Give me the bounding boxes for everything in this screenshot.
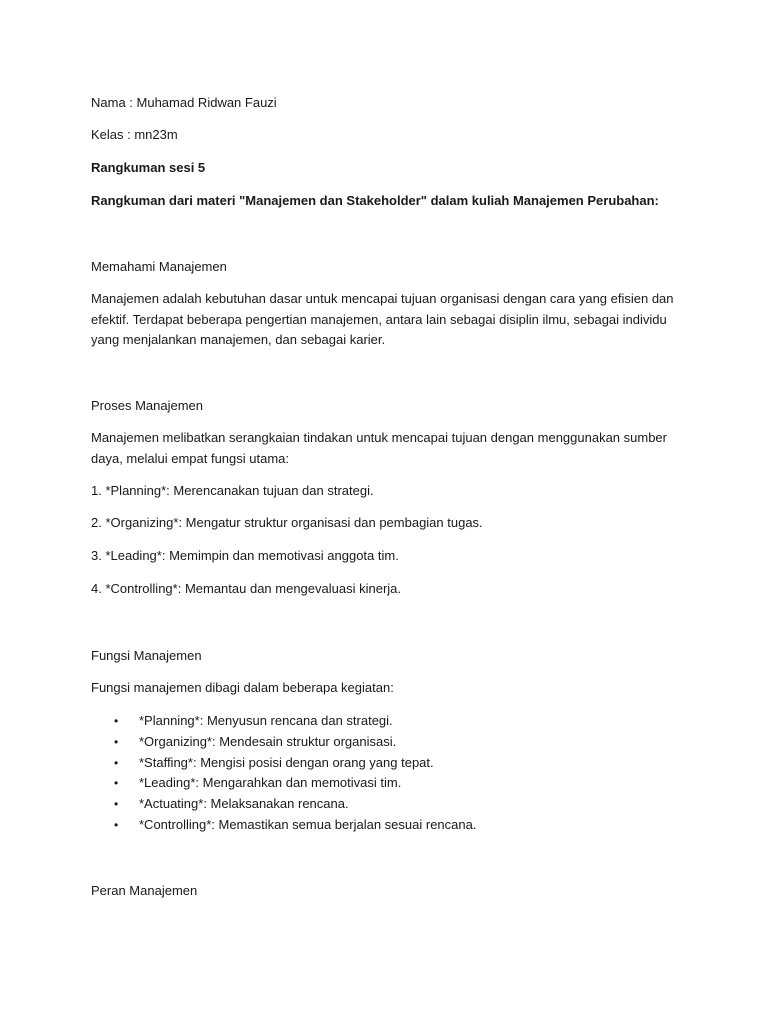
bullet-icon: • <box>114 734 119 749</box>
list-item-text: *Actuating*: Melaksanakan rencana. <box>139 796 349 812</box>
bullet-icon: • <box>114 797 119 812</box>
numbered-item: 3. *Leading*: Memimpin dan memotivasi anggota tim. <box>91 548 399 563</box>
section-heading-peran: Peran Manajemen <box>91 883 198 898</box>
summary-intro: Rangkuman dari materi "Manajemen dan Stakeholder" dalam kuliah Manajemen Perubahan: <box>91 193 659 208</box>
section-heading-memahami: Memahami Manajemen <box>91 259 227 274</box>
bullet-icon: • <box>114 776 119 791</box>
session-title: Rangkuman sesi 5 <box>91 160 206 175</box>
list-item <box>91 773 476 794</box>
bullet-list <box>91 711 476 836</box>
bullet-icon: • <box>114 755 119 770</box>
list-item <box>91 815 476 836</box>
list-item-text: *Planning*: Menyusun rencana dan strategi. <box>139 713 393 728</box>
section-heading-fungsi: Fungsi Manajemen <box>91 648 202 663</box>
list-item-text: *Controlling*: Memastikan semua berjalan sesuai rencana. <box>139 816 477 832</box>
list-item-text: *Organizing*: Mendesain struktur organisasi. <box>139 733 397 749</box>
bullet-icon: • <box>114 817 119 832</box>
list-item <box>91 753 476 774</box>
bullet-icon: • <box>114 714 119 728</box>
numbered-item: 2. *Organizing*: Mengatur struktur organisasi dan pembagian tugas. <box>91 515 483 530</box>
list-item <box>91 711 476 732</box>
paragraph-line: Manajemen adalah kebutuhan dasar untuk mencapai tujuan organisasi dengan cara yang efisien dan <box>91 291 674 306</box>
numbered-item: 1. *Planning*: Merencanakan tujuan dan strategi. <box>91 483 374 498</box>
list-item-text: *Staffing*: Mengisi posisi dengan orang yang tepat. <box>139 754 434 770</box>
list-item-text: *Leading*: Mengarahkan dan memotivasi tim. <box>139 775 402 791</box>
paragraph-line: yang menjalankan manajemen, dan sebagai karier. <box>91 332 386 347</box>
paragraph-memahami <box>91 289 674 351</box>
student-class: Kelas : mn23m <box>91 127 178 142</box>
fungsi-intro: Fungsi manajemen dibagi dalam beberapa kegiatan: <box>91 680 394 695</box>
paragraph-line: efektif. Terdapat beberapa pengertian manajemen, antara lain sebagai disiplin ilmu, sebagai individu <box>91 311 667 327</box>
list-item <box>91 794 476 815</box>
paragraph-proses <box>91 428 671 469</box>
paragraph-line: daya, melalui empat fungsi utama: <box>91 450 289 466</box>
list-item <box>91 732 476 753</box>
student-name: Nama : Muhamad Ridwan Fauzi <box>91 95 277 110</box>
numbered-item: 4. *Controlling*: Memantau dan mengevaluasi kinerja. <box>91 581 402 596</box>
paragraph-line: Manajemen melibatkan serangkaian tindakan untuk mencapai tujuan dengan menggunakan sumber <box>91 430 667 445</box>
section-heading-proses: Proses Manajemen <box>91 398 203 413</box>
